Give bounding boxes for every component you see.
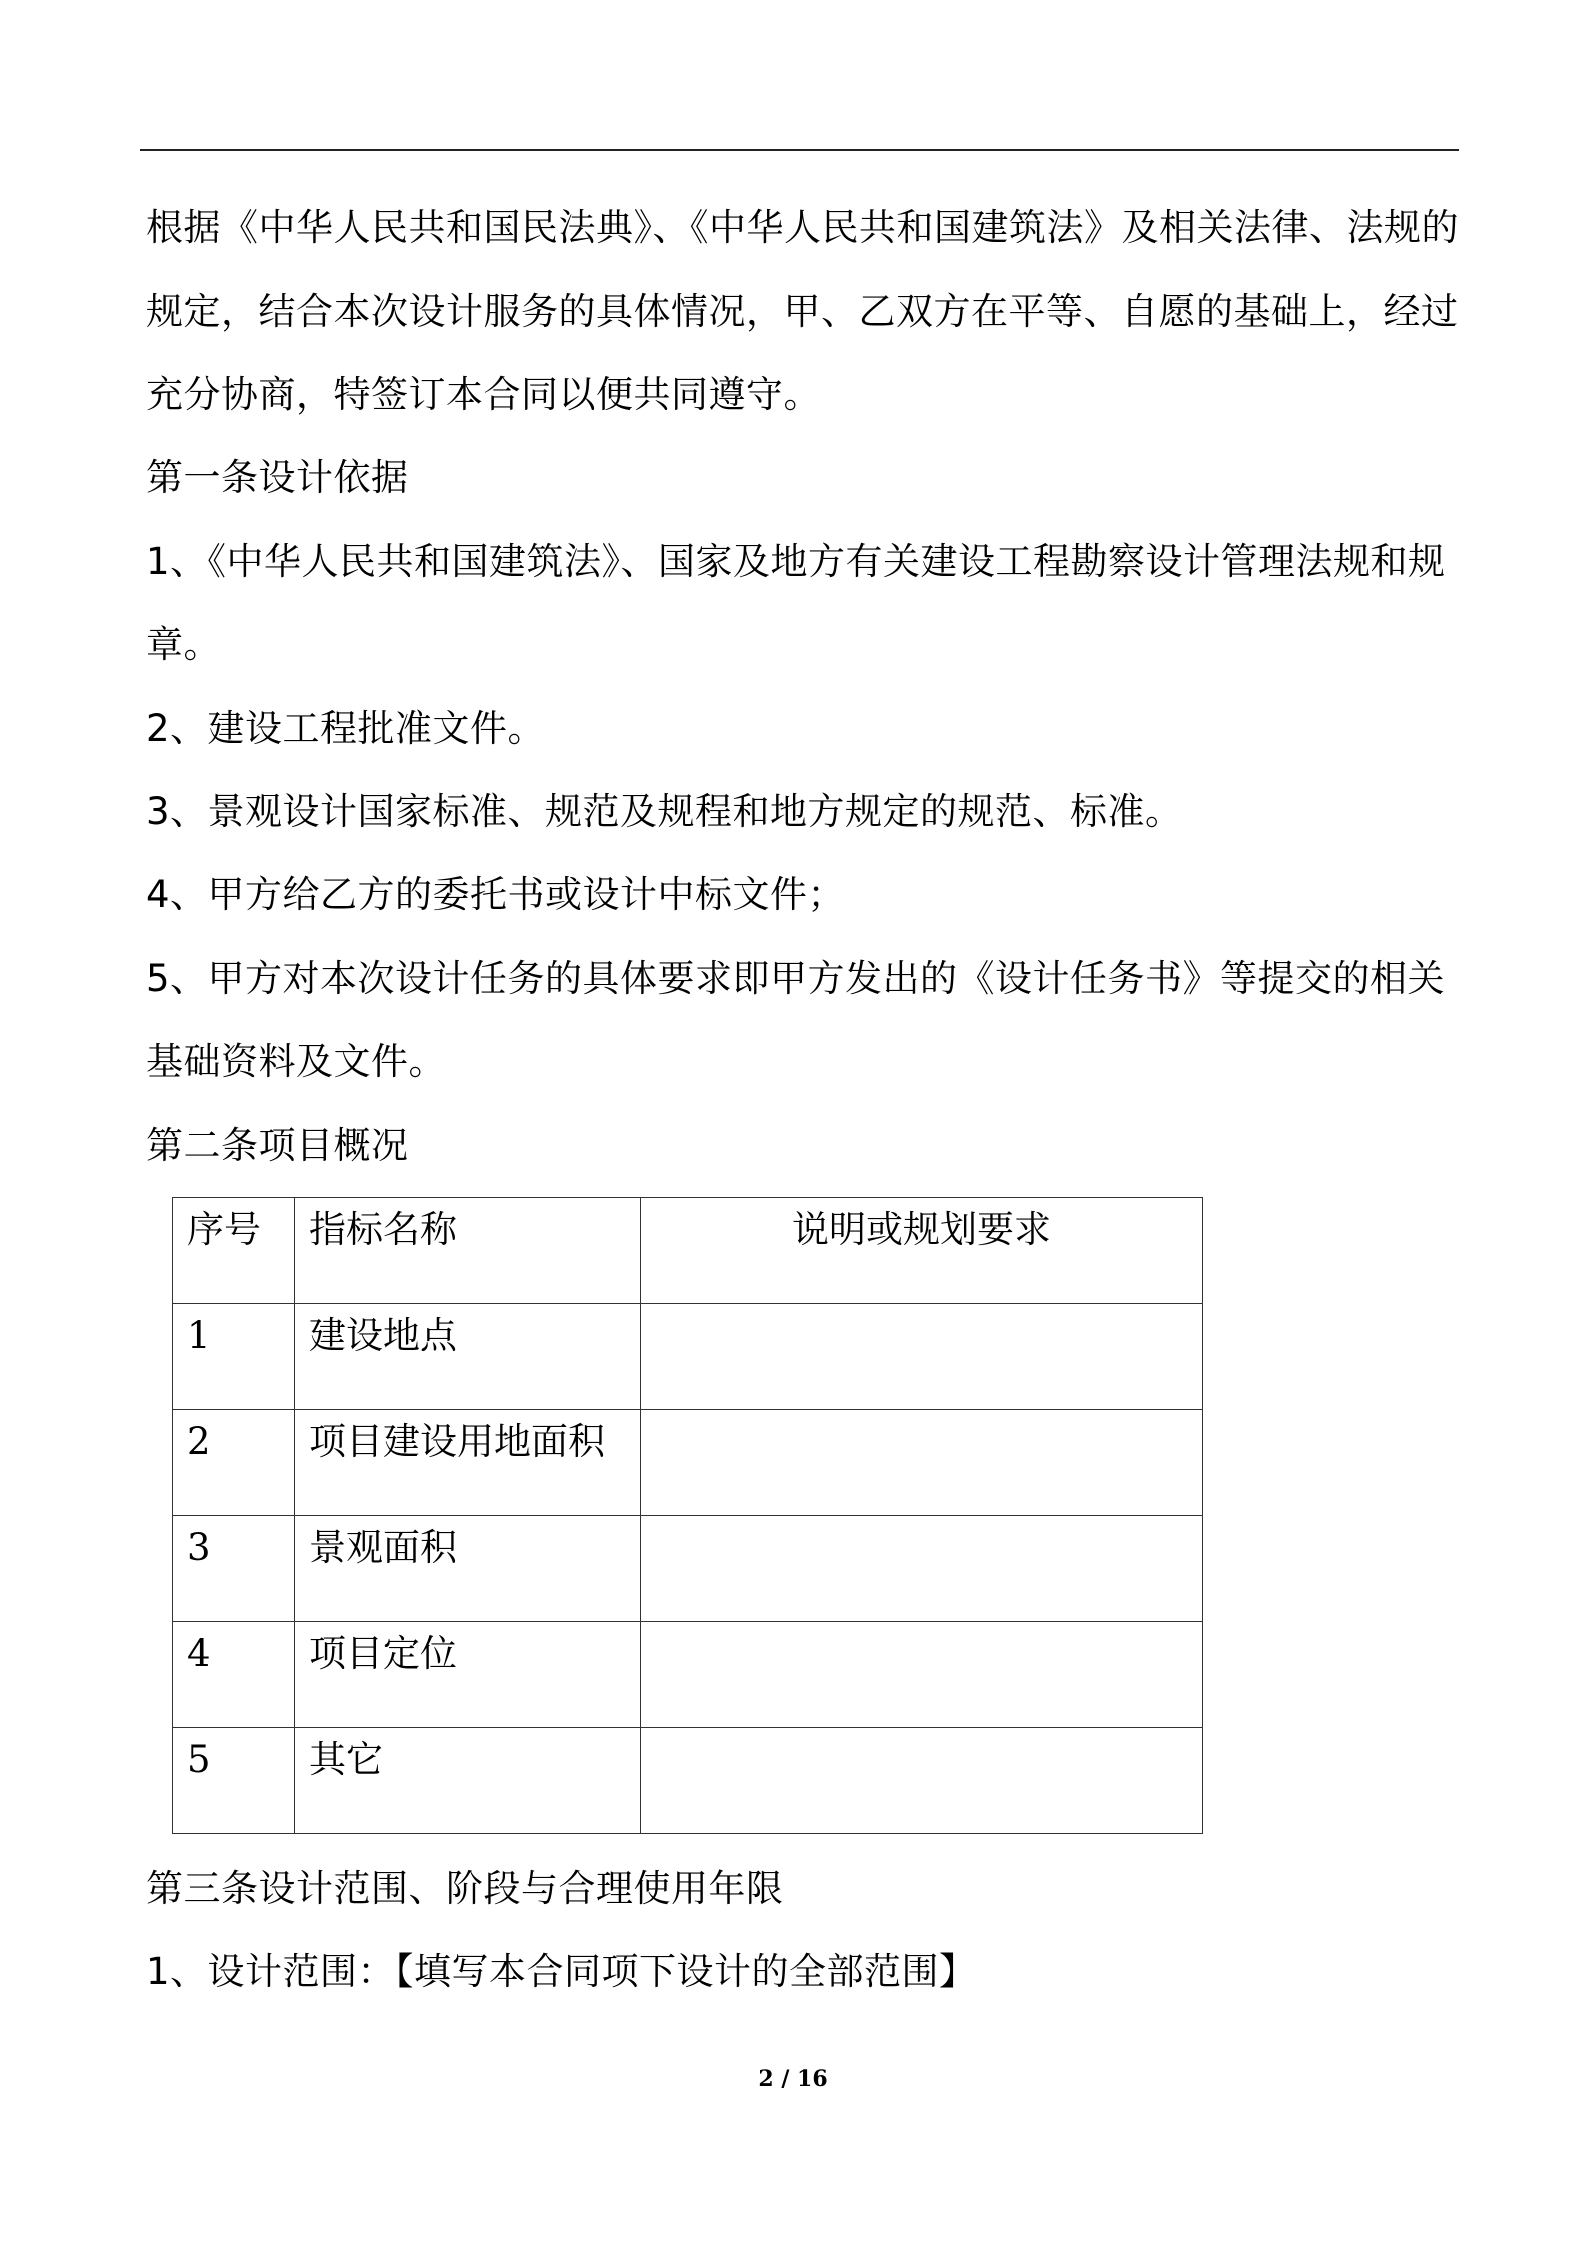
cell-number: 3 (173, 1516, 295, 1622)
project-overview-table (172, 1197, 1203, 1834)
list-item-3: 3、景观设计国家标准、规范及规程和地方规定的规范、标准。 (146, 790, 1183, 833)
cell-number: 4 (173, 1622, 295, 1728)
paragraph-line: 充分协商，特签订本合同以便共同遵守。 (146, 373, 821, 416)
paragraph-line: 根据《中华人民共和国民法典》、《中华人民共和国建筑法》及相关法律、法规的 (146, 206, 1459, 249)
table-header-row (173, 1198, 1203, 1304)
table-row (173, 1622, 1203, 1728)
table-row (173, 1304, 1203, 1410)
section-heading-3: 第三条设计范围、阶段与合理使用年限 (146, 1867, 784, 1910)
cell-number: 1 (173, 1304, 295, 1410)
header-cell-description: 说明或规划要求 (641, 1198, 1203, 1304)
list-item-2: 2、建设工程批准文件。 (146, 707, 546, 750)
cell-description (641, 1304, 1203, 1410)
cell-number: 5 (173, 1728, 295, 1834)
page-number: 2 / 16 (758, 2066, 828, 2092)
cell-indicator: 建设地点 (295, 1304, 641, 1410)
list-item-5: 5、甲方对本次设计任务的具体要求即甲方发出的《设计任务书》等提交的相关 (146, 957, 1446, 1000)
section-heading-2: 第二条项目概况 (146, 1124, 409, 1167)
cell-indicator: 景观面积 (295, 1516, 641, 1622)
cell-number: 2 (173, 1410, 295, 1516)
header-cell-indicator: 指标名称 (295, 1198, 641, 1304)
table-row (173, 1410, 1203, 1516)
table-row (173, 1516, 1203, 1622)
cell-indicator: 项目建设用地面积 (295, 1410, 641, 1516)
list-item-1: 1、《中华人民共和国建筑法》、国家及地方有关建设工程勘察设计管理法规和规 (146, 540, 1446, 583)
cell-description (641, 1622, 1203, 1728)
cell-indicator: 其它 (295, 1728, 641, 1834)
list-item-scope: 1、设计范围：【填写本合同项下设计的全部范围】 (146, 1950, 977, 1993)
header-rule (140, 149, 1459, 151)
table-row (173, 1728, 1203, 1834)
cell-description (641, 1410, 1203, 1516)
cell-description (641, 1516, 1203, 1622)
paragraph-line: 规定，结合本次设计服务的具体情况，甲、乙双方在平等、自愿的基础上，经过 (146, 290, 1459, 333)
cell-description (641, 1728, 1203, 1834)
header-cell-number: 序号 (173, 1198, 295, 1304)
list-item-1-cont: 章。 (146, 623, 221, 666)
list-item-5-cont: 基础资料及文件。 (146, 1040, 446, 1083)
cell-indicator: 项目定位 (295, 1622, 641, 1728)
section-heading-1: 第一条设计依据 (146, 456, 409, 499)
list-item-4: 4、甲方给乙方的委托书或设计中标文件； (146, 873, 846, 916)
